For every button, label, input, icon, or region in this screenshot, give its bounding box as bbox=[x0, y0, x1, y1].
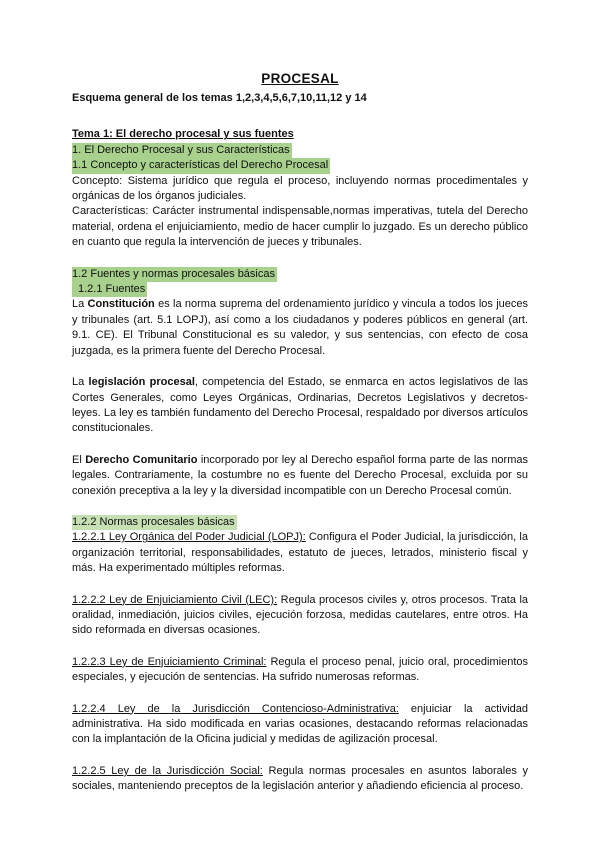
norma-lopj: 1.2.2.1 Ley Orgánica del Poder Judicial (LOPJ): Configura el Poder Judicial, la jurisdicción, la organización territorial, responsabilidades, estatuto de jueces, letrados, ministerio fiscal y más. Ha experimentado múltiples reformas. bbox=[72, 531, 528, 575]
section-1-2-heading: 1.2 Fuentes y normas procesales básicas bbox=[72, 267, 277, 282]
section-1-1-heading: 1.1 Concepto y características del Derecho Procesal bbox=[72, 158, 330, 173]
concepto-paragraph: Concepto: Sistema jurídico que regula el proceso, incluyendo normas procedimentales y orgánicas de los órganos judiciales. bbox=[72, 174, 528, 203]
document-body bbox=[72, 91, 528, 795]
norma-ljs: 1.2.2.5 Ley de la Jurisdicción Social: Regula normas procesales en asuntos laborales y sociales, manteniendo preceptos de la legislación anterior y añadiendo eficiencia al proceso. bbox=[72, 764, 529, 793]
document-title: PROCESAL bbox=[261, 71, 339, 86]
caracteristicas-paragraph: Características: Carácter instrumental indispensable,normas imperativas, tutela del Derecho material, ordena el enjuiciamiento, medio de hacer cumplir lo juzgado. Es un derecho público en cuanto que regula la intervención de jueces y tribunales. bbox=[72, 205, 528, 249]
norma-lec: 1.2.2.2 Ley de Enjuiciamiento Civil (LEC): Regula procesos civiles y, otros procesos. Trata la oralidad, inmediación, juicios civiles, ejecución forzosa, medidas cautelares, entre otros. Ha sido reformada en diversas ocasiones. bbox=[72, 593, 529, 637]
tema-1-heading: Tema 1: El derecho procesal y sus fuentes bbox=[72, 128, 294, 141]
document-subtitle: Esquema general de los temas 1,2,3,4,5,6,7,10,11,12 y 14 bbox=[72, 92, 367, 104]
constitucion-paragraph: La Constitución es la norma suprema del ordenamiento jurídico y vincula a todos los jueces y tribunales (art. 5.1 LOPJ), así como a los ciudadanos y poderes públicos en general (art. 9.1. CE). El Tribunal Constitucional es su valedor, y sus sentencias, con efecto de cosa juzgada, es la primera fuente del Derecho Procesal. bbox=[72, 298, 528, 357]
norma-lecrim: 1.2.2.3 Ley de Enjuiciamiento Criminal: Regula el proceso penal, juicio oral, procedimientos especiales, y ejecución de sentencias. Ha sufrido numerosas reformas. bbox=[72, 655, 528, 684]
section-1-2-2-heading: 1.2.2 Normas procesales básicas bbox=[72, 515, 237, 530]
comunitario-paragraph: El Derecho Comunitario incorporado por ley al Derecho español forma parte de las normas legales. Contrariamente, la costumbre no es fuente del Derecho Procesal, excluida por su conexión preceptiva a la ley y la diversidad incompatible con un Derecho Procesal común. bbox=[72, 453, 528, 497]
section-1-2-1-heading: 1.2.1 Fuentes bbox=[72, 282, 147, 297]
section-1-heading: 1. El Derecho Procesal y sus Características bbox=[72, 143, 292, 158]
legislacion-paragraph: La legislación procesal, competencia del Estado, se enmarca en actos legislativos de las Cortes Generales, como Leyes Orgánicas, Ordinarias, Decretos Legislativos y decretos-leyes. La ley es también fundamento del Derecho Procesal, respaldado por diversos artículos constitucionales. bbox=[72, 376, 529, 435]
norma-ljca: 1.2.2.4 Ley de la Jurisdicción Contencioso-Administrativa: enjuiciar la actividad administrativa. Ha sido modificada en varias ocasiones, destacando reformas relacionadas con la implantación de la Oficina judicial y medidas de agilización procesal. bbox=[72, 702, 528, 746]
